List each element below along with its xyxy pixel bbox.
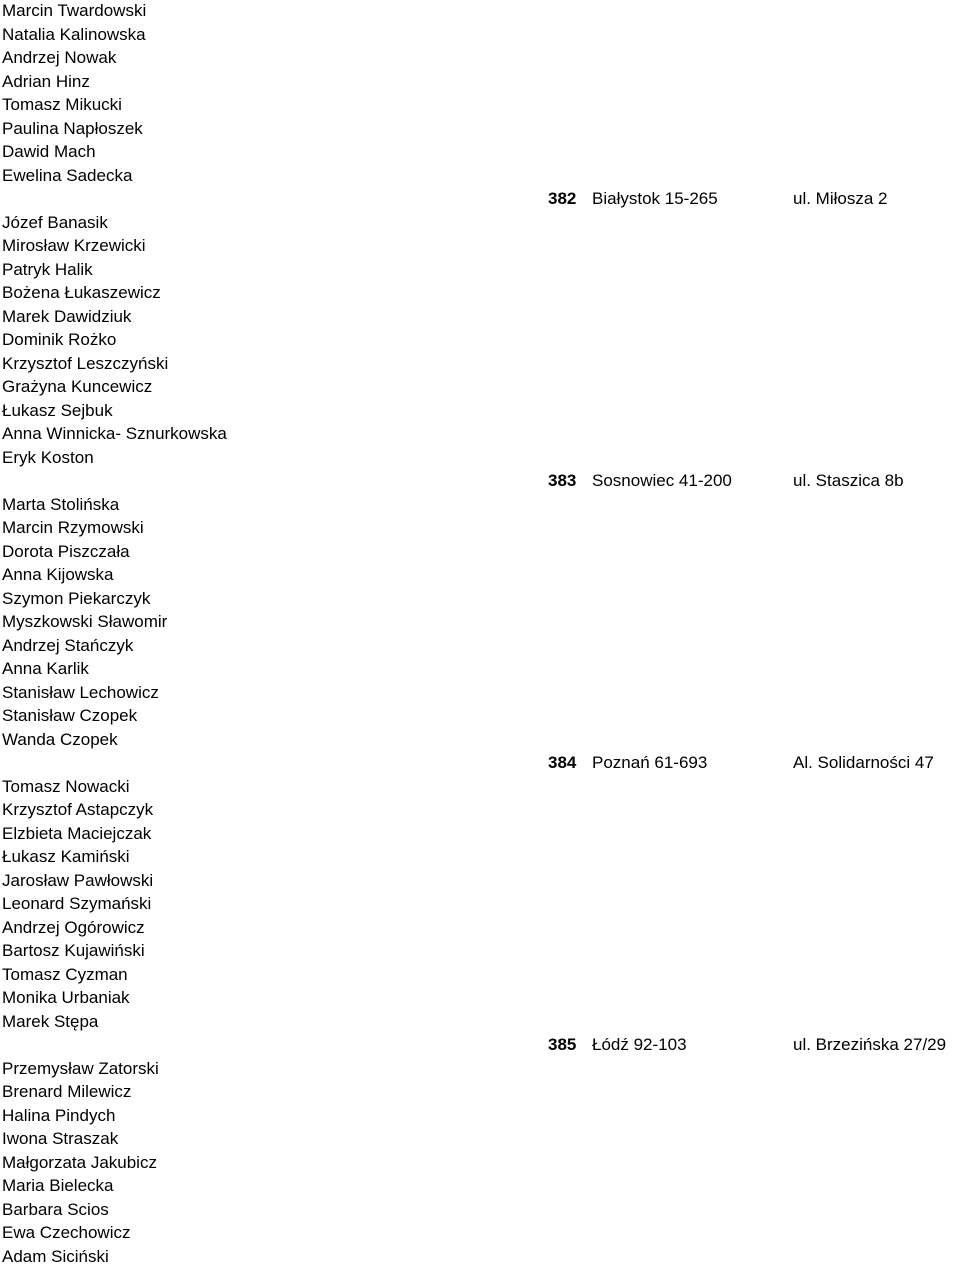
- person-name: Maria Bielecka: [2, 1176, 114, 1195]
- person-name: Bożena Łukaszewicz: [2, 283, 161, 302]
- person-name: Adrian Hinz: [2, 71, 90, 91]
- person-name: Marcin Twardowski: [2, 1, 147, 20]
- person-name: Józef Banasik: [2, 212, 108, 232]
- person-name: Tomasz Mikucki: [2, 95, 122, 114]
- entry-number: 383: [548, 471, 577, 490]
- entry-number: 384: [548, 753, 577, 772]
- person-name: Szymon Piekarczyk: [2, 588, 151, 608]
- person-name: Bartosz Kujawiński: [2, 941, 145, 960]
- entry-city-postcode: Poznań 61-693: [592, 753, 708, 772]
- person-name: Andrzej Stańczyk: [2, 635, 134, 655]
- person-name: Adam Siciński: [2, 1246, 109, 1266]
- entry-number: 382: [548, 189, 577, 208]
- person-name: Andrzej Nowak: [2, 48, 117, 67]
- person-name: Halina Pindych: [2, 1105, 116, 1125]
- person-name: Marta Stolińska: [2, 494, 120, 514]
- person-name: Myszkowski Sławomir: [2, 612, 168, 631]
- person-name: Tomasz Nowacki: [2, 776, 130, 796]
- person-name: Dorota Piszczała: [2, 541, 130, 561]
- person-name: Tomasz Cyzman: [2, 964, 128, 984]
- person-name: Leonard Szymański: [2, 894, 152, 913]
- person-name: Jarosław Pawłowski: [2, 870, 154, 890]
- entry-city-postcode: Białystok 15-265: [592, 189, 718, 208]
- person-name: Marek Stępa: [2, 1011, 99, 1031]
- person-name: Eryk Koston: [2, 447, 94, 467]
- person-name: Małgorzata Jakubicz: [2, 1152, 157, 1172]
- person-name: Mirosław Krzewicki: [2, 236, 146, 255]
- person-name: Monika Urbaniak: [2, 988, 130, 1007]
- person-name: Ewa Czechowicz: [2, 1223, 131, 1242]
- location-entry: [548, 470, 960, 492]
- entry-street-address: ul. Miłosza 2: [793, 189, 888, 208]
- entry-street-address: Al. Solidarności 47: [793, 753, 934, 772]
- person-name: Krzysztof Leszczyński: [2, 353, 169, 373]
- person-name: Łukasz Kamiński: [2, 847, 130, 866]
- person-name: Stanisław Lechowicz: [2, 682, 159, 702]
- location-entry: [548, 752, 960, 774]
- entry-number: 385: [548, 1035, 577, 1054]
- location-entry: [548, 1034, 960, 1056]
- person-name: Brenard Milewicz: [2, 1082, 132, 1101]
- location-entry: [548, 188, 960, 210]
- person-name: Patryk Halik: [2, 259, 93, 279]
- entry-street-address: ul. Staszica 8b: [793, 471, 904, 490]
- person-name: Iwona Straszak: [2, 1129, 119, 1148]
- person-name: Dawid Mach: [2, 142, 96, 161]
- person-name: Wanda Czopek: [2, 729, 118, 749]
- person-name: Stanisław Czopek: [2, 706, 138, 725]
- person-name: Łukasz Sejbuk: [2, 400, 113, 420]
- person-name: Barbara Scios: [2, 1199, 109, 1219]
- entry-street-address: ul. Brzezińska 27/29: [793, 1035, 947, 1054]
- person-name: Anna Kijowska: [2, 565, 114, 584]
- person-name: Marek Dawidziuk: [2, 306, 132, 326]
- person-name: Anna Karlik: [2, 659, 89, 678]
- person-name: Andrzej Ogórowicz: [2, 917, 145, 937]
- person-name: Ewelina Sadecka: [2, 165, 133, 185]
- person-name: Natalia Kalinowska: [2, 24, 146, 44]
- person-name: Paulina Napłoszek: [2, 118, 143, 138]
- entry-city-postcode: Łódź 92-103: [592, 1035, 687, 1054]
- person-name: Elzbieta Maciejczak: [2, 823, 152, 843]
- person-name: Dominik Rożko: [2, 330, 117, 349]
- entry-city-postcode: Sosnowiec 41-200: [592, 471, 732, 490]
- person-name: Marcin Rzymowski: [2, 518, 144, 537]
- person-name: Grażyna Kuncewicz: [2, 377, 153, 396]
- person-name: Anna Winnicka- Sznurkowska: [2, 424, 227, 443]
- person-name: Przemysław Zatorski: [2, 1058, 159, 1078]
- person-name: Krzysztof Astapczyk: [2, 800, 154, 819]
